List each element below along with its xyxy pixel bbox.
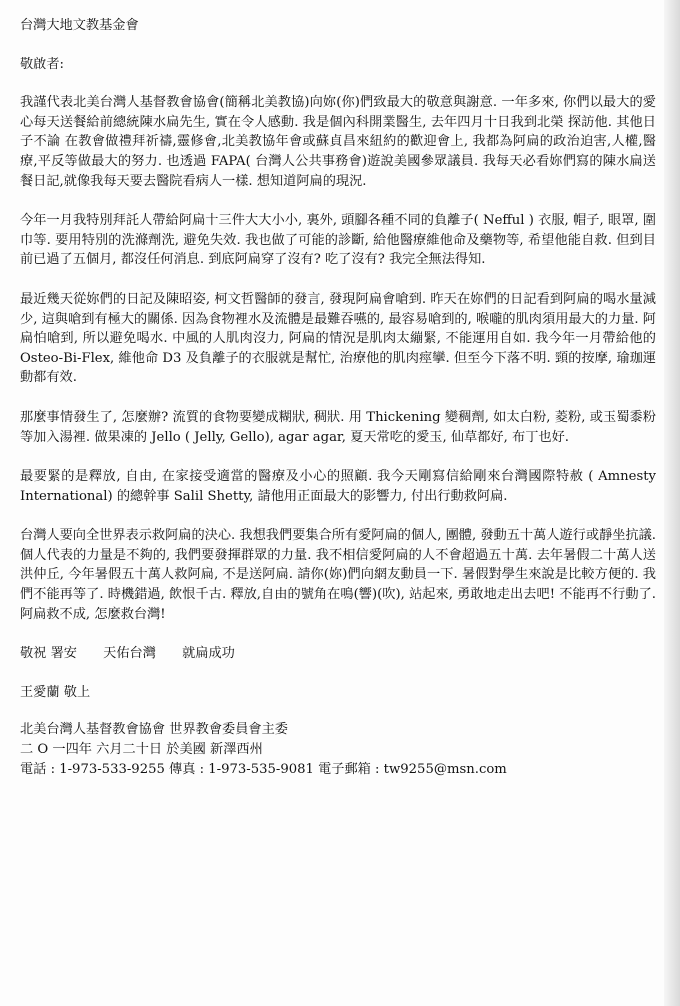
closing-line: [20, 644, 656, 664]
salutation: 敬啟者:: [20, 56, 65, 72]
paragraph-4: 那麼事情發生了, 怎麼辦? 流質的食物要變成糊狀, 稠狀. 用 Thickening 變稠劑, 如太白粉, 菱粉, 或玉蜀黍粉等加入湯裡. 做果凍的 Jello ( Jelly, Gello), agar agar, 夏天常吃的愛玉, 仙草都好, 布丁也好.: [20, 409, 656, 445]
footer-date-place: 二 O 一四年 六月二十日 於美國 新澤西州: [20, 742, 263, 758]
closing-regards: 敬祝 署安: [20, 646, 77, 662]
paragraph-2: 今年一月我特別拜託人帶給阿扁十三件大大小小, 裏外, 頭腳各種不同的負離子( Nefful ) 衣服, 帽子, 眼罩, 圍巾等. 要用特別的洗滌劑洗, 避免失效. 我也做了可能的診斷, 給他醫療維他命及藥物等, 希望他能自救. 但到目前已過了五個月, 都沒任何消息. 到底阿扁穿了沒有? 吃了沒有? 我完全無法得知.: [20, 213, 656, 268]
closing-success: 就扁成功: [182, 646, 235, 662]
footer-contact: 電話 : 1-973-533-9255 傳真 : 1-973-535-9081 電子郵箱 : tw9255@msn.com: [20, 762, 507, 778]
paragraph-1: 我謹代表北美台灣人基督教會協會(簡稱北美教協)向妳(你)們致最大的敬意與謝意. 一年多來, 你們以最大的愛心每天送餐給前總統陳水扁先生, 實在令人感動. 我是個內科開業醫生, 去年四月十日我到北榮 探訪他. 其他日子不論 在教會做禮拜祈禱,靈修會,北美教協年會或蘇貞昌來紐約的歡迎會上, 我都為阿扁的政治迫害,人權,醫療,平反等做最大的努力. 也透過 FAPA( 台灣人公共事務會)遊說美國參眾議員. 我每天必看妳們寫的陳水扁送餐日記,就像我每天要去醫院看病人一樣. 想知道阿扁的現況.: [20, 95, 656, 189]
paragraph-5: 最要緊的是釋放, 自由, 在家接受適當的醫療及小心的照顧. 我今天剛寫信給剛來台灣國際特赦 ( Amnesty International) 的總幹事 Salil Shetty, 請他用正面最大的影響力, 付出行動救阿扁.: [20, 469, 656, 504]
paragraph-3: 最近幾天從妳們的日記及陳昭姿, 柯文哲醫師的發言, 發現阿扁會嗆到. 昨天在妳們的日記看到阿扁的喝水量減少, 這與嗆到有極大的關係. 因為食物裡水及流體是最難吞嚥的, 最容易嗆到的, 喉嚨的肌肉須用最大的力量. 阿扁怕嗆到, 所以避免喝水. 中風的人肌肉沒力, 阿扁的情況是肌肉太繃緊, 不能運用自如. 我今年一月帶給他的 Osteo-Bi-Flex, 維他命 D3 及負離子的衣服就是幫忙, 治療他的肌肉痙攣. 但至今下落不明. 頸的按摩, 瑜珈運動都有效.: [20, 291, 656, 386]
footer-org: 北美台灣人基督教會協會 世界教會委員會主委: [20, 722, 288, 738]
closing-bless-taiwan: 天佑台灣: [103, 646, 156, 662]
footer-block: [20, 720, 656, 780]
recipient-org: 台灣大地文教基金會: [20, 18, 139, 33]
signature: 王愛蘭 敬上: [20, 684, 91, 700]
scan-edge: [664, 0, 680, 1006]
paragraph-6: 台灣人要向全世界表示救阿扁的決心. 我想我們要集合所有愛阿扁的個人, 團體, 發動五十萬人遊行或靜坐抗議. 個人代表的力量是不夠的, 我們要發揮群眾的力量. 我不相信愛阿扁的人不會超過五十萬. 去年暑假二十萬人送洪仲丘, 今年暑假五十萬人救阿扁, 不是送阿扁. 請你(妳)們向網友動員一下. 暑假對學生來說是比較方便的. 我們不能再等了. 時機錯過, 飲恨千古. 釋放,自由的號角在鳴(響)(吹), 站起來, 勇敢地走出去吧! 不能再不行動了. 阿扁救不成, 怎麼救台灣!: [20, 528, 656, 622]
